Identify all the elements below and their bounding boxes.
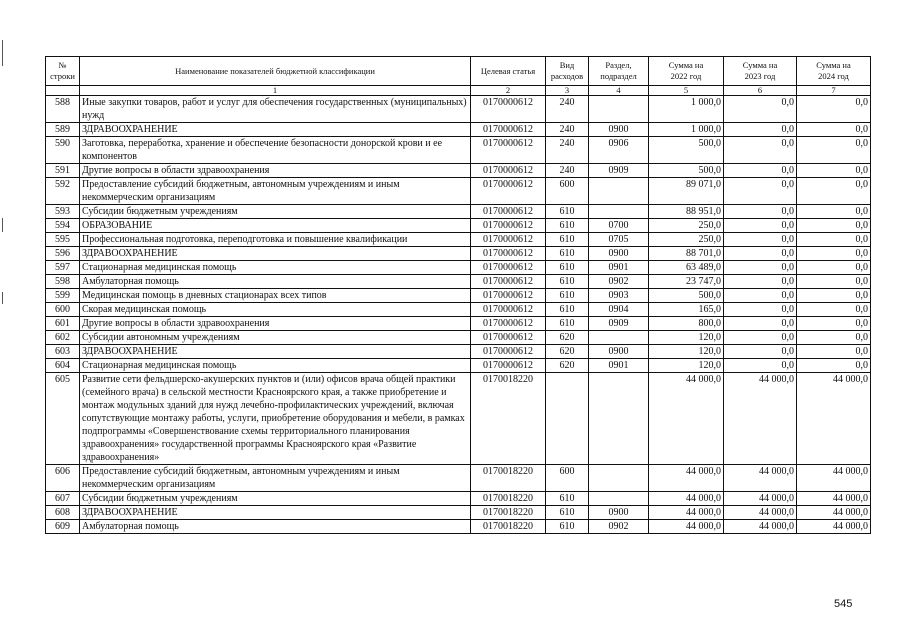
row-section (589, 492, 649, 506)
row-name: Амбулаторная помощь (80, 275, 471, 289)
row-sum-2023: 0,0 (724, 219, 797, 233)
row-sum-2024: 0,0 (797, 164, 871, 178)
row-sum-2024: 44 000,0 (797, 492, 871, 506)
row-expense-kind: 610 (546, 303, 589, 317)
table-row (46, 520, 871, 534)
column-number: 6 (724, 86, 797, 96)
row-target-article: 0170018220 (471, 520, 546, 534)
row-sum-2022: 500,0 (649, 137, 724, 164)
row-sum-2024: 0,0 (797, 331, 871, 345)
column-numbers-row (46, 86, 871, 96)
row-sum-2024: 0,0 (797, 219, 871, 233)
row-sum-2024: 0,0 (797, 96, 871, 123)
row-number: 608 (46, 506, 80, 520)
row-target-article: 0170000612 (471, 164, 546, 178)
row-sum-2023: 0,0 (724, 247, 797, 261)
row-sum-2022: 89 071,0 (649, 178, 724, 205)
row-name: ОБРАЗОВАНИЕ (80, 219, 471, 233)
row-sum-2024: 0,0 (797, 359, 871, 373)
column-number: 3 (546, 86, 589, 96)
row-sum-2023: 44 000,0 (724, 465, 797, 492)
row-expense-kind: 600 (546, 465, 589, 492)
row-section (589, 96, 649, 123)
column-number: 5 (649, 86, 724, 96)
row-sum-2023: 0,0 (724, 303, 797, 317)
row-expense-kind: 610 (546, 247, 589, 261)
scan-margin-line (2, 218, 3, 232)
table-row (46, 492, 871, 506)
row-sum-2022: 500,0 (649, 289, 724, 303)
row-section: 0901 (589, 261, 649, 275)
row-number: 593 (46, 205, 80, 219)
row-name: Другие вопросы в области здравоохранения (80, 164, 471, 178)
row-section: 0705 (589, 233, 649, 247)
table-row (46, 359, 871, 373)
row-target-article: 0170000612 (471, 178, 546, 205)
row-target-article: 0170000612 (471, 96, 546, 123)
row-number: 609 (46, 520, 80, 534)
scan-margin-line (2, 292, 3, 304)
row-expense-kind: 610 (546, 233, 589, 247)
row-number: 597 (46, 261, 80, 275)
row-sum-2023: 0,0 (724, 289, 797, 303)
row-number: 598 (46, 275, 80, 289)
row-section (589, 205, 649, 219)
row-target-article: 0170018220 (471, 465, 546, 492)
header-sum-2024: Сумма на 2024 год (797, 57, 871, 86)
row-section: 0901 (589, 359, 649, 373)
row-number: 602 (46, 331, 80, 345)
row-number: 588 (46, 96, 80, 123)
row-sum-2022: 44 000,0 (649, 492, 724, 506)
row-sum-2024: 0,0 (797, 137, 871, 164)
row-number: 599 (46, 289, 80, 303)
row-name: Предоставление субсидий бюджетным, автономным учреждениям и иным некоммерческим организациям (80, 465, 471, 492)
row-name: ЗДРАВООХРАНЕНИЕ (80, 123, 471, 137)
scan-margin-line (2, 40, 3, 66)
table-row (46, 317, 871, 331)
row-number: 595 (46, 233, 80, 247)
table-row (46, 506, 871, 520)
row-name: Иные закупки товаров, работ и услуг для обеспечения государственных (муниципальных) нужд (80, 96, 471, 123)
row-sum-2024: 44 000,0 (797, 506, 871, 520)
row-number: 606 (46, 465, 80, 492)
row-sum-2024: 44 000,0 (797, 373, 871, 465)
row-section: 0909 (589, 317, 649, 331)
row-name: Другие вопросы в области здравоохранения (80, 317, 471, 331)
row-section (589, 373, 649, 465)
row-sum-2023: 0,0 (724, 137, 797, 164)
table-row (46, 465, 871, 492)
row-expense-kind: 240 (546, 123, 589, 137)
row-number: 589 (46, 123, 80, 137)
row-sum-2024: 0,0 (797, 247, 871, 261)
column-number: 4 (589, 86, 649, 96)
row-sum-2024: 0,0 (797, 233, 871, 247)
row-sum-2023: 44 000,0 (724, 492, 797, 506)
row-expense-kind: 610 (546, 506, 589, 520)
row-name: Стационарная медицинская помощь (80, 261, 471, 275)
row-sum-2022: 88 951,0 (649, 205, 724, 219)
header-sum-2023: Сумма на 2023 год (724, 57, 797, 86)
row-section: 0902 (589, 275, 649, 289)
row-target-article: 0170000612 (471, 359, 546, 373)
row-target-article: 0170000612 (471, 303, 546, 317)
row-number: 603 (46, 345, 80, 359)
row-sum-2023: 0,0 (724, 317, 797, 331)
row-sum-2022: 165,0 (649, 303, 724, 317)
table-row (46, 233, 871, 247)
row-target-article: 0170000612 (471, 275, 546, 289)
header-row (46, 57, 871, 86)
row-sum-2022: 44 000,0 (649, 506, 724, 520)
row-name: Субсидии бюджетным учреждениям (80, 492, 471, 506)
row-expense-kind: 610 (546, 205, 589, 219)
row-sum-2024: 0,0 (797, 123, 871, 137)
table-row (46, 164, 871, 178)
row-sum-2022: 23 747,0 (649, 275, 724, 289)
row-sum-2024: 0,0 (797, 275, 871, 289)
row-number: 600 (46, 303, 80, 317)
row-name: Профессиональная подготовка, переподготовка и повышение квалификации (80, 233, 471, 247)
table-row (46, 303, 871, 317)
row-sum-2022: 1 000,0 (649, 123, 724, 137)
row-number: 592 (46, 178, 80, 205)
row-sum-2022: 250,0 (649, 219, 724, 233)
row-sum-2022: 120,0 (649, 359, 724, 373)
column-number (46, 86, 80, 96)
row-sum-2022: 250,0 (649, 233, 724, 247)
column-number: 1 (80, 86, 471, 96)
table-row (46, 345, 871, 359)
row-expense-kind: 610 (546, 275, 589, 289)
table-row (46, 178, 871, 205)
row-section: 0900 (589, 345, 649, 359)
row-expense-kind: 610 (546, 219, 589, 233)
row-expense-kind: 620 (546, 359, 589, 373)
row-sum-2022: 1 000,0 (649, 96, 724, 123)
row-number: 594 (46, 219, 80, 233)
table-row (46, 96, 871, 123)
row-target-article: 0170000612 (471, 289, 546, 303)
row-section: 0900 (589, 247, 649, 261)
row-name: Медицинская помощь в дневных стационарах всех типов (80, 289, 471, 303)
table-row (46, 123, 871, 137)
row-sum-2022: 120,0 (649, 345, 724, 359)
row-target-article: 0170000612 (471, 345, 546, 359)
row-number: 596 (46, 247, 80, 261)
row-section: 0909 (589, 164, 649, 178)
row-expense-kind: 620 (546, 345, 589, 359)
row-sum-2024: 0,0 (797, 303, 871, 317)
row-sum-2022: 800,0 (649, 317, 724, 331)
row-name: Стационарная медицинская помощь (80, 359, 471, 373)
row-sum-2023: 0,0 (724, 275, 797, 289)
row-sum-2024: 0,0 (797, 178, 871, 205)
row-section: 0900 (589, 506, 649, 520)
row-sum-2023: 0,0 (724, 123, 797, 137)
row-expense-kind (546, 373, 589, 465)
row-target-article: 0170000612 (471, 247, 546, 261)
row-target-article: 0170018220 (471, 506, 546, 520)
row-name: Субсидии автономным учреждениям (80, 331, 471, 345)
budget-table (45, 56, 871, 534)
row-section: 0904 (589, 303, 649, 317)
row-sum-2023: 0,0 (724, 205, 797, 219)
row-number: 604 (46, 359, 80, 373)
header-name: Наименование показателей бюджетной классификации (80, 57, 471, 86)
row-sum-2023: 0,0 (724, 233, 797, 247)
row-name: ЗДРАВООХРАНЕНИЕ (80, 345, 471, 359)
table-row (46, 331, 871, 345)
row-sum-2022: 120,0 (649, 331, 724, 345)
row-name: ЗДРАВООХРАНЕНИЕ (80, 247, 471, 261)
row-target-article: 0170000612 (471, 331, 546, 345)
row-sum-2023: 0,0 (724, 96, 797, 123)
row-section (589, 331, 649, 345)
row-expense-kind: 610 (546, 289, 589, 303)
row-expense-kind: 240 (546, 164, 589, 178)
row-expense-kind: 610 (546, 261, 589, 275)
row-section: 0700 (589, 219, 649, 233)
table-row (46, 373, 871, 465)
row-target-article: 0170000612 (471, 233, 546, 247)
table-row (46, 275, 871, 289)
row-name: Амбулаторная помощь (80, 520, 471, 534)
header-section: Раздел, подраздел (589, 57, 649, 86)
row-sum-2024: 44 000,0 (797, 520, 871, 534)
row-name: Предоставление субсидий бюджетным, автономным учреждениям и иным некоммерческим организациям (80, 178, 471, 205)
row-sum-2023: 44 000,0 (724, 506, 797, 520)
row-name: ЗДРАВООХРАНЕНИЕ (80, 506, 471, 520)
row-section (589, 465, 649, 492)
row-sum-2022: 88 701,0 (649, 247, 724, 261)
row-section (589, 178, 649, 205)
page-number: 545 (834, 598, 853, 610)
row-name: Субсидии бюджетным учреждениям (80, 205, 471, 219)
row-number: 591 (46, 164, 80, 178)
table-row (46, 247, 871, 261)
row-expense-kind: 610 (546, 492, 589, 506)
table-row (46, 289, 871, 303)
row-target-article: 0170000612 (471, 123, 546, 137)
row-target-article: 0170000612 (471, 317, 546, 331)
row-sum-2022: 44 000,0 (649, 520, 724, 534)
row-sum-2024: 0,0 (797, 289, 871, 303)
row-section: 0906 (589, 137, 649, 164)
header-sum-2022: Сумма на 2022 год (649, 57, 724, 86)
column-number: 2 (471, 86, 546, 96)
row-expense-kind: 240 (546, 137, 589, 164)
row-sum-2024: 0,0 (797, 345, 871, 359)
row-target-article: 0170018220 (471, 373, 546, 465)
row-sum-2023: 44 000,0 (724, 520, 797, 534)
table-row (46, 219, 871, 233)
row-sum-2022: 500,0 (649, 164, 724, 178)
row-sum-2023: 0,0 (724, 331, 797, 345)
row-section: 0902 (589, 520, 649, 534)
row-sum-2023: 0,0 (724, 178, 797, 205)
row-number: 601 (46, 317, 80, 331)
row-expense-kind: 620 (546, 331, 589, 345)
row-number: 605 (46, 373, 80, 465)
table-row (46, 137, 871, 164)
row-sum-2024: 0,0 (797, 317, 871, 331)
row-sum-2023: 44 000,0 (724, 373, 797, 465)
row-sum-2023: 0,0 (724, 261, 797, 275)
row-sum-2024: 44 000,0 (797, 465, 871, 492)
row-target-article: 0170000612 (471, 205, 546, 219)
row-expense-kind: 600 (546, 178, 589, 205)
row-sum-2024: 0,0 (797, 205, 871, 219)
header-row-number: № строки (46, 57, 80, 86)
table-row (46, 261, 871, 275)
row-expense-kind: 610 (546, 520, 589, 534)
row-name: Развитие сети фельдшерско-акушерских пунктов и (или) офисов врача общей практики (семейного врача) в сельской местности Красноярского края, а также приобретение и монтаж модульных зданий для нужд лечебно-профилактических учреждений, включая сопутствующие монтажу работы, услуги, приобретение оборудования и мебели, в рамках подпрограммы «Совершенствование схемы территориального планирования здравоохранения» государственной программы Красноярского края «Развитие здравоохранения» (80, 373, 471, 465)
row-section: 0903 (589, 289, 649, 303)
row-sum-2022: 44 000,0 (649, 465, 724, 492)
row-name: Скорая медицинская помощь (80, 303, 471, 317)
row-target-article: 0170018220 (471, 492, 546, 506)
header-expense-kind: Вид расходов (546, 57, 589, 86)
row-section: 0900 (589, 123, 649, 137)
row-sum-2023: 0,0 (724, 345, 797, 359)
row-sum-2023: 0,0 (724, 359, 797, 373)
row-target-article: 0170000612 (471, 137, 546, 164)
row-sum-2022: 44 000,0 (649, 373, 724, 465)
row-number: 607 (46, 492, 80, 506)
row-name: Заготовка, переработка, хранение и обеспечение безопасности донорской крови и ее компонентов (80, 137, 471, 164)
row-target-article: 0170000612 (471, 261, 546, 275)
row-expense-kind: 240 (546, 96, 589, 123)
row-number: 590 (46, 137, 80, 164)
row-target-article: 0170000612 (471, 219, 546, 233)
row-expense-kind: 610 (546, 317, 589, 331)
row-sum-2024: 0,0 (797, 261, 871, 275)
column-number: 7 (797, 86, 871, 96)
row-sum-2023: 0,0 (724, 164, 797, 178)
table-row (46, 205, 871, 219)
row-sum-2022: 63 489,0 (649, 261, 724, 275)
header-target-article: Целевая статья (471, 57, 546, 86)
